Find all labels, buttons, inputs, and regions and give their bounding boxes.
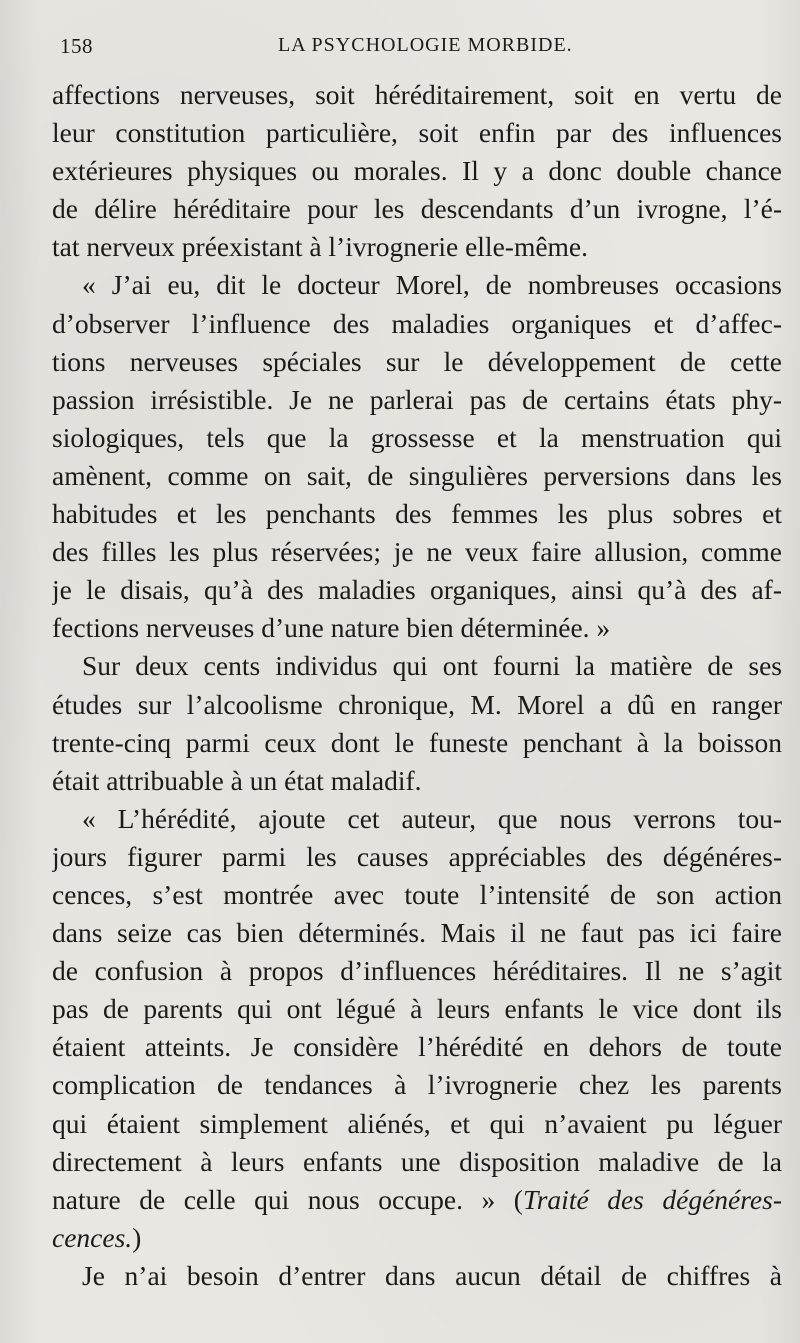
text-line: études sur l’alcoolisme chronique, M. Morel a dû en ranger (52, 688, 782, 720)
text-line: habitudes et les penchants des femmes les plus sobres et (52, 498, 782, 530)
text-line: extérieures physiques ou morales. Il y a donc double chance (52, 155, 782, 187)
text-line: étaient atteints. Je considère l’hérédité en dehors de toute (52, 1031, 782, 1063)
text-line: pas de parents qui ont légué à leurs enfants le vice dont ils (52, 993, 782, 1025)
page-number: 158 (60, 34, 93, 58)
text-line-roman: nature de celle qui nous occupe. » ( (52, 1183, 523, 1215)
text-line (52, 1181, 782, 1219)
text-line: d’observer l’influence des maladies organiques et d’affec- (52, 307, 782, 339)
text-line: était attribuable à un état maladif. (52, 764, 422, 796)
book-title-italic: Traité des dégénéres- (522, 1183, 782, 1215)
text-line: de délire héréditaire pour les descendants d’un ivrogne, l’é- (52, 193, 782, 225)
text-line: amènent, comme on sait, de singulières perversions dans les (52, 459, 782, 491)
text-line: passion irrésistible. Je ne parlerai pas de certains états phy- (52, 383, 782, 415)
text-line: « J’ai eu, dit le docteur Morel, de nombreuses occasions (82, 269, 782, 301)
text-line: des filles les plus réservées; je ne veux faire allusion, comme (52, 536, 782, 568)
closing-parenthesis: ) (132, 1221, 142, 1253)
text-line: complication de tendances à l’ivrognerie chez les parents (52, 1069, 782, 1101)
text-line: siologiques, tels que la grossesse et la menstruation qui (52, 421, 782, 453)
text-line: tat nerveux préexistant à l’ivrognerie elle-même. (52, 231, 589, 263)
body-text (52, 76, 782, 1295)
text-line: je le disais, qu’à des maladies organiques, ainsi qu’à des af- (52, 574, 782, 606)
text-line: fections nerveuses d’une nature bien déterminée. » (52, 612, 611, 644)
text-line: leur constitution particulière, soit enfin par des influences (52, 117, 782, 149)
text-line: qui étaient simplement aliénés, et qui n’avaient pu léguer (52, 1107, 782, 1139)
text-line: dans seize cas bien déterminés. Mais il ne faut pas ici faire (52, 917, 782, 949)
text-line: « L’hérédité, ajoute cet auteur, que nous verrons tou- (82, 802, 782, 834)
text-line: jours figurer parmi les causes appréciables des dégénéres- (52, 840, 782, 872)
running-head: LA PSYCHOLOGIE MORBIDE. (278, 34, 573, 56)
text-line: Je n’ai besoin d’entrer dans aucun détail de chiffres à (82, 1259, 782, 1291)
text-line: affections nerveuses, soit héréditairement, soit en vertu de (52, 79, 782, 110)
text-line: de confusion à propos d’influences héréditaires. Il ne s’agit (52, 955, 782, 987)
text-line: trente-cinq parmi ceux dont le funeste penchant à la boisson (52, 726, 782, 758)
text-line: cences, s’est montrée avec toute l’intensité de son action (52, 878, 782, 910)
text-line (52, 1219, 782, 1257)
book-title-italic: cences. (52, 1221, 133, 1253)
page-header (52, 34, 760, 66)
text-line: Sur deux cents individus qui ont fourni la matière de ses (82, 650, 782, 682)
text-line-roman: directement à leurs enfants une disposition maladive de la (52, 1145, 782, 1177)
text-line: tions nerveuses spéciales sur le développement de cette (52, 345, 782, 377)
text-line (52, 1143, 782, 1181)
